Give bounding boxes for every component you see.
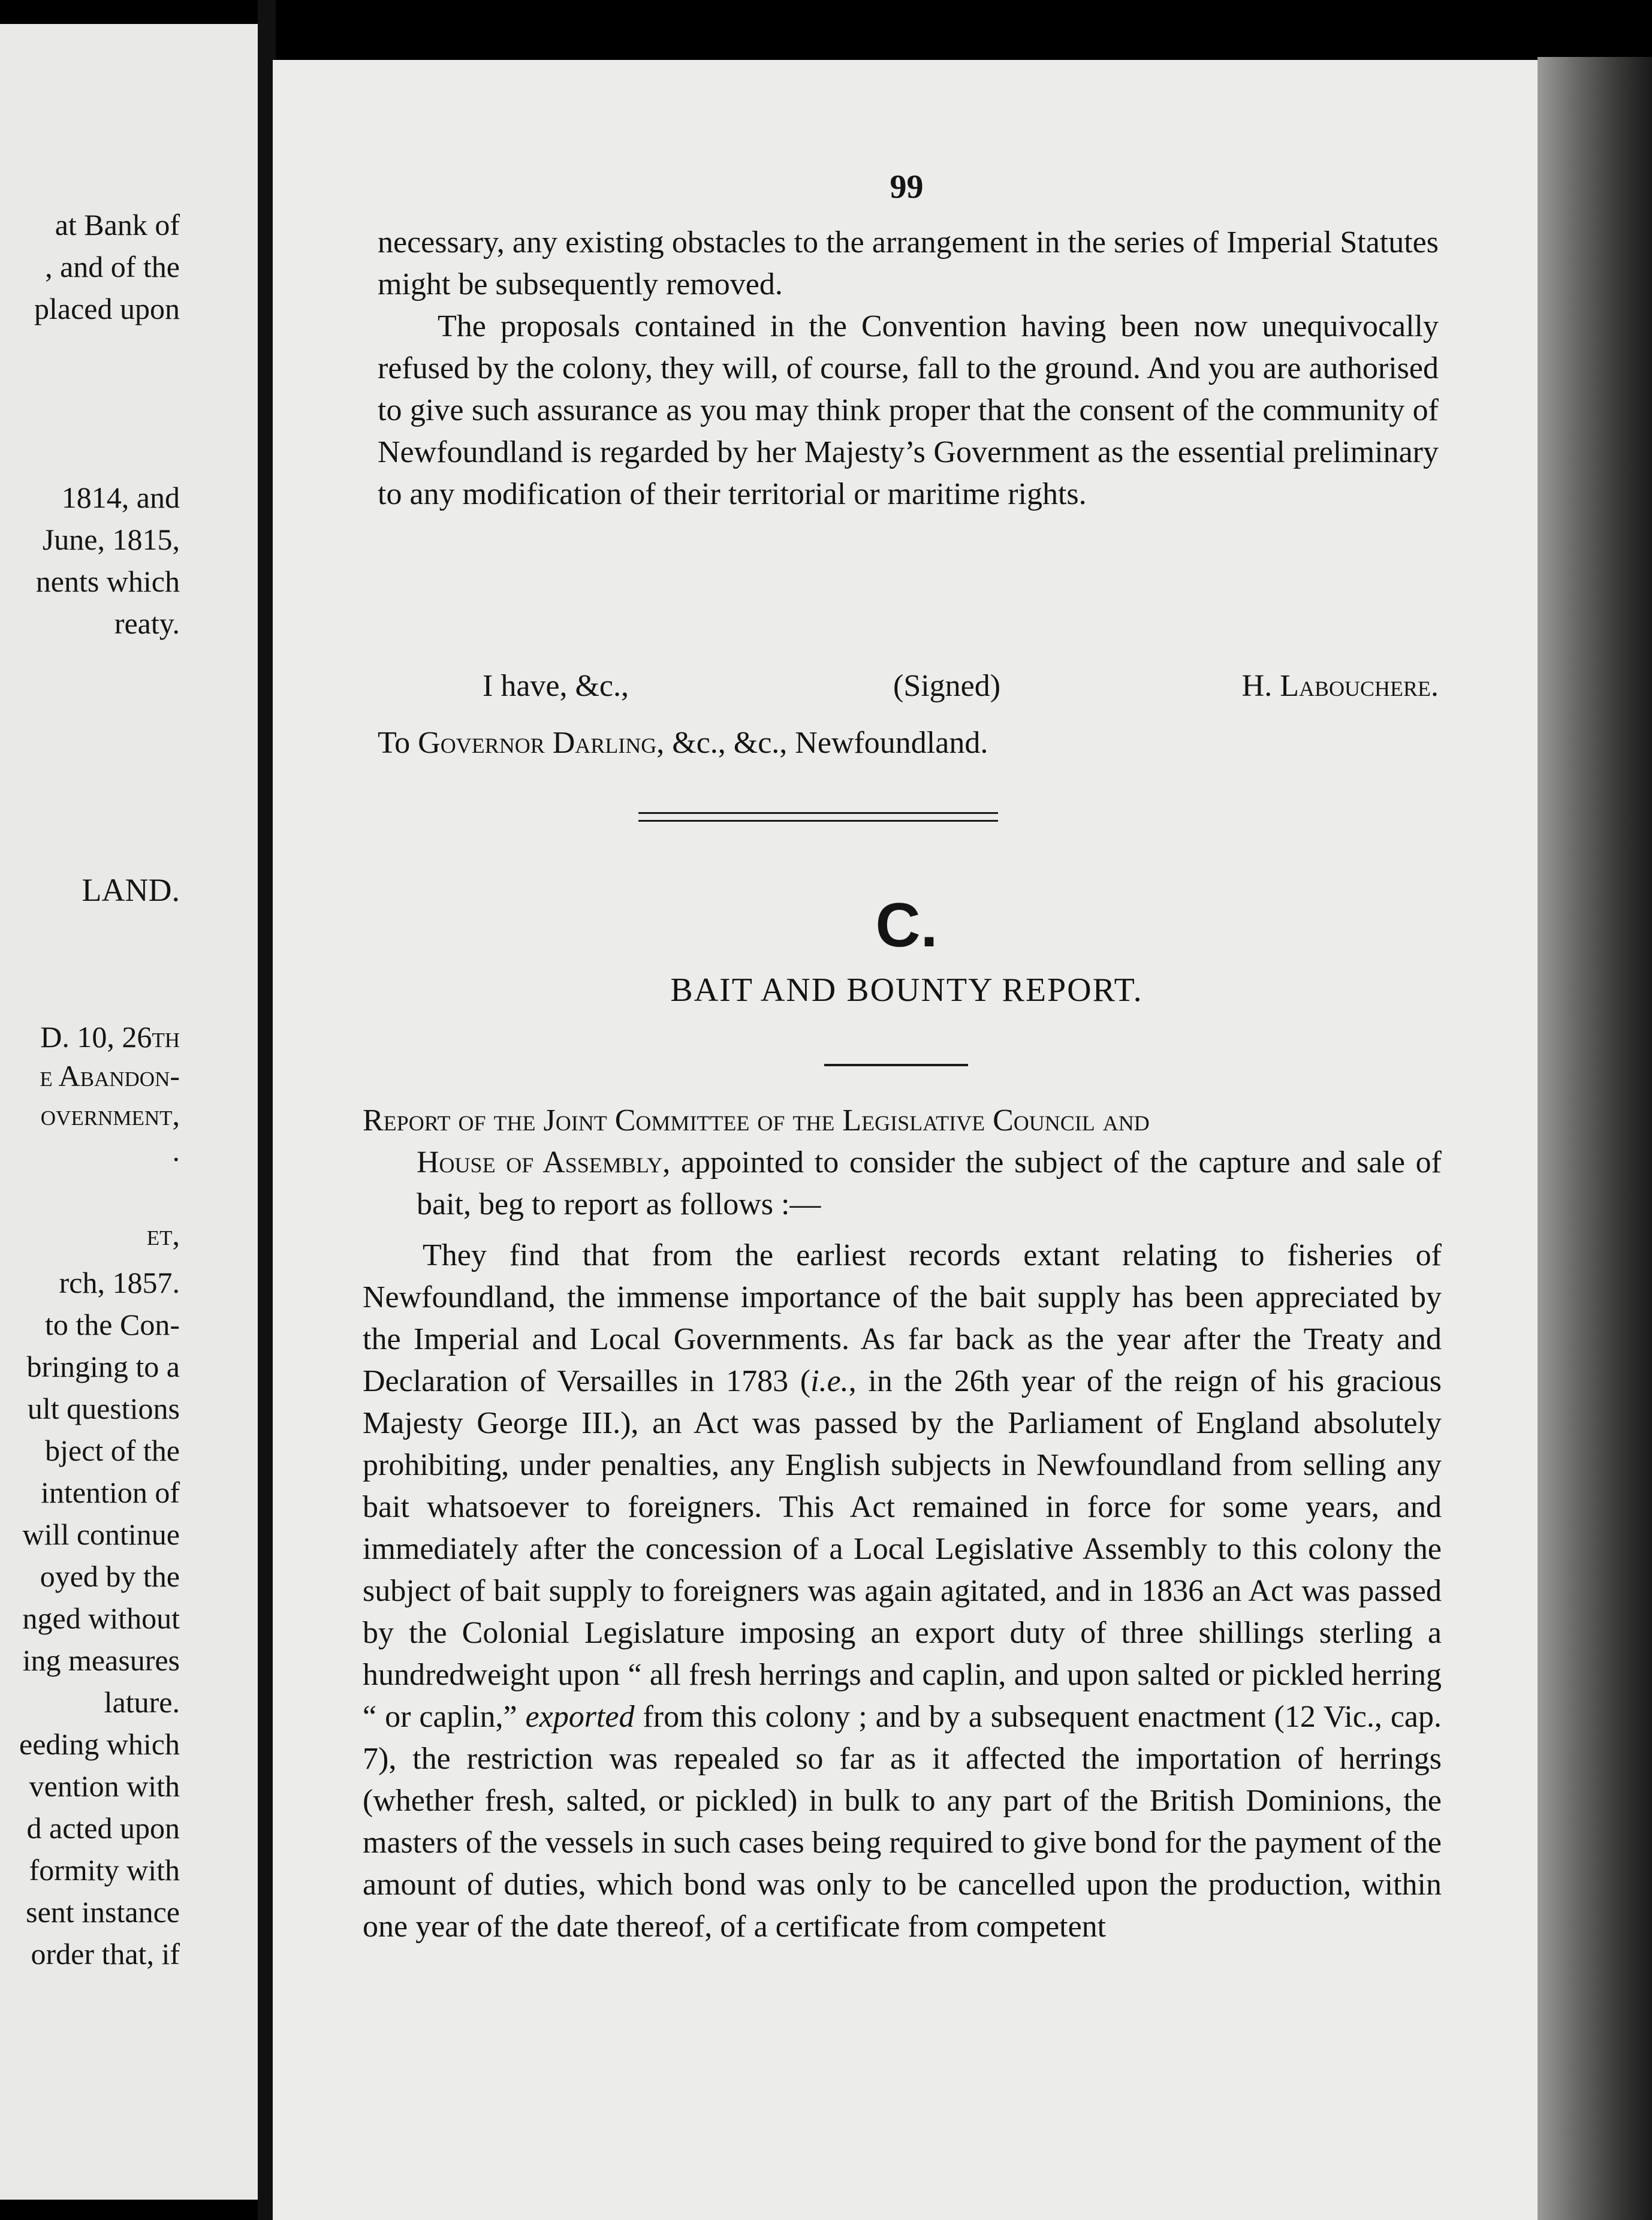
- previous-page-line: LAND.: [82, 872, 180, 908]
- previous-page-line: order that, if: [31, 1937, 180, 1971]
- previous-page-line: lature.: [104, 1685, 180, 1719]
- previous-page-line: sent instance: [26, 1895, 180, 1929]
- report-heading-house: House of Assembly: [417, 1145, 663, 1180]
- section-divider: [638, 812, 998, 822]
- body-italic-exported: exported: [525, 1700, 635, 1734]
- previous-page-line: bringing to a: [26, 1350, 180, 1383]
- previous-page-line: ing measures: [22, 1643, 180, 1677]
- title-rule: [824, 1064, 968, 1066]
- previous-page-line: rch, 1857.: [59, 1266, 180, 1299]
- previous-page-line: ult questions: [27, 1392, 180, 1425]
- signed-text: (Signed): [893, 669, 1001, 703]
- previous-page-line: D. 10, 26th: [40, 1020, 180, 1054]
- report-heading-tail: , appointed to consider the subject of the capture and sale of bait, beg to report as follows :—: [417, 1145, 1442, 1221]
- previous-page-line: .: [172, 1134, 180, 1168]
- report-paragraph: [363, 1235, 1442, 1948]
- body-part-1: They find that from the earliest records extant relating to fisheries of Newfoundland, the immense importance of the bait supply has been appreciated by the Imperial and Local Governments. As far back as the year after the Treaty and Declaration of Versailles in 1783 (: [363, 1238, 1442, 1398]
- body-part-2: , in the 26th year of the reign of his gracious Majesty George III.), an Act was passed by the Parliament of England absolutely prohibiting, under penalties, any English subjects in Newfoundland from selling any bait whatsoever to foreigners. This Act remained in force for some years, and immediately after the concession of a Local Legislative Assembly to this colony the subject of bait supply to foreigners was again agitated, and in 1836 an Act was passed by the Colonial Legislature imposing an export duty of three shillings sterling a hundredweight upon “ all fresh herrings and caplin, and upon salted or pickled herring “ or caplin,”: [363, 1364, 1442, 1734]
- section-letter: C.: [875, 891, 938, 960]
- report-body: [363, 1235, 1442, 1948]
- previous-page-fragment: [0, 24, 258, 2200]
- addressee-prefix: To: [378, 726, 418, 760]
- previous-page-line: e Abandon-: [40, 1059, 180, 1093]
- previous-page-line: , and of the: [45, 250, 180, 283]
- previous-page-line: overnment,: [40, 1098, 180, 1132]
- document-page: [273, 60, 1541, 2220]
- previous-page-line: 1814, and: [61, 481, 180, 514]
- previous-page-line: will continue: [22, 1518, 180, 1551]
- previous-page-line: at Bank of: [55, 208, 180, 242]
- report-heading: [363, 1100, 1442, 1226]
- previous-page-line: reaty.: [114, 607, 180, 640]
- previous-page-line: et,: [146, 1218, 180, 1251]
- previous-page-line: placed upon: [34, 292, 180, 325]
- previous-page-line: to the Con-: [45, 1308, 180, 1341]
- letter-text: [378, 222, 1439, 515]
- previous-page-line: intention of: [41, 1476, 180, 1509]
- previous-page-line: vention with: [29, 1769, 180, 1803]
- addressee-name: Governor Darling: [418, 726, 657, 760]
- report-heading-rest: [363, 1142, 1442, 1226]
- paragraph-continuation: necessary, any existing obstacles to the arrangement in the series of Imperial Statutes might be subsequently removed.: [378, 225, 1439, 301]
- previous-page-line: June, 1815,: [42, 523, 180, 556]
- previous-page-line: nged without: [22, 1601, 180, 1635]
- page-edge: [1538, 57, 1652, 2220]
- previous-page-line: oyed by the: [40, 1560, 180, 1593]
- body-italic-ie: i.e.: [810, 1364, 849, 1398]
- body-part-3: from this colony ; and by a subsequent enactment (12 Vic., cap. 7), the restriction was repealed so far as it affected the importation of herrings (whether fresh, salted, or pickled) in bulk to any part of the British Dominions, the masters of the vessels in such cases being required to give bond for the payment of the amount of duties, which bond was only to be cancelled upon the production, within one year of the date thereof, of a certificate from competent: [363, 1700, 1442, 1944]
- closing-text: I have, &c.,: [483, 669, 629, 703]
- previous-page-line: formity with: [29, 1853, 180, 1887]
- report-heading-first-line: Report of the Joint Committee of the Legislative Council and: [363, 1103, 1150, 1138]
- previous-page-line: eeding which: [19, 1727, 180, 1761]
- addressee-line: [378, 722, 988, 764]
- addressee-suffix: , &c., &c., Newfoundland.: [656, 726, 988, 760]
- previous-page-line: nents which: [35, 565, 180, 598]
- previous-page-line: bject of the: [45, 1434, 180, 1467]
- paragraph-proposals: The proposals contained in the Convention having been now unequivocally refused by the colony, they will, of course, fall to the ground. And you are authorised to give such assurance as you may think proper that the consent of the community of Newfoundland is regarded by her Majesty’s Government as the essential preliminary to any modification of their territorial or maritime rights.: [378, 309, 1439, 511]
- previous-page-line: d acted upon: [26, 1811, 180, 1845]
- signer-name: H. Labouchere.: [1241, 669, 1439, 703]
- page-number: 99: [890, 168, 924, 206]
- section-title: BAIT AND BOUNTY REPORT.: [670, 972, 1143, 1009]
